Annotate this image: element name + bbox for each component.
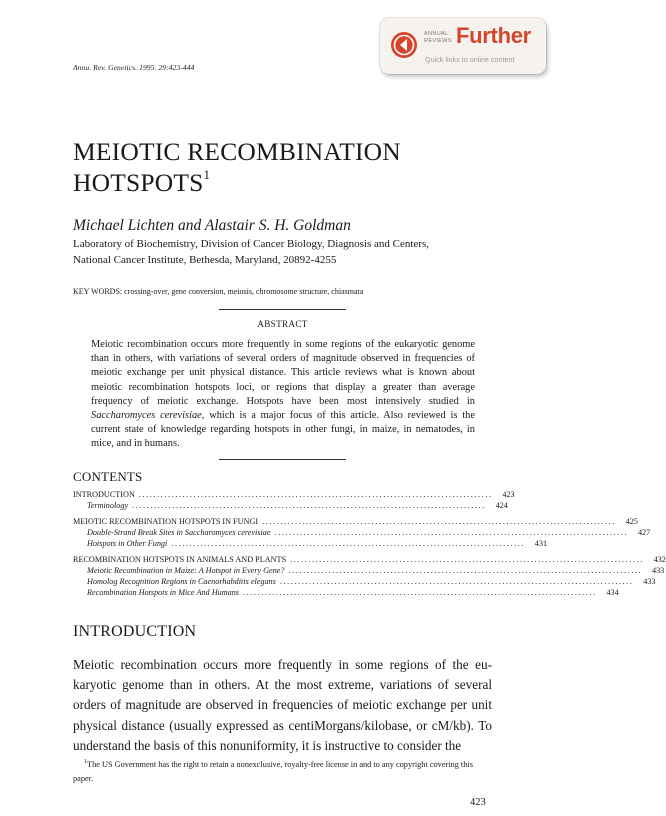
abstract-heading: ABSTRACT (257, 319, 308, 329)
toc-entry[interactable]: Recombination Hotspots in Mice And Humans ................................................................................................. 434 (87, 587, 619, 597)
introduction-text: Meiotic recombination occurs more frequently in some regions of the eu-karyotic genome than in others. At the most extreme, variations of several orders of magnitude are observed in frequencies of meiotic exchange per unit physical distance (usually expressed as centiMorgans/kilobase, or cM/kb). To understand the basis of this nonuniformity, it is instructive to consider the (73, 657, 492, 753)
title-footnote-mark: 1 (203, 167, 211, 182)
table-of-contents (73, 490, 666, 598)
affiliation: Laboratory of Biochemistry, Division of Cancer Biology, Diagnosis and Centers, National Cancer Institute, Bethesda, Maryland, 20892-4255 (73, 238, 430, 266)
keywords: KEY WORDS: crossing-over, gene conversion, meiosis, chromosome structure, chiasmata (73, 287, 364, 296)
contents-heading: CONTENTS (73, 469, 143, 484)
toc-entry[interactable]: Hotspots in Other Fungi ................................................................................................. 431 (87, 538, 548, 548)
toc-entry[interactable]: Meiotic Recombination in Maize: A Hotspot in Every Gene? ................................................................................................. 433 (87, 566, 665, 576)
toc-entry[interactable]: Terminology ................................................................................................. 424 (87, 500, 508, 510)
toc-entry[interactable]: INTRODUCTION ................................................................................................. 423 (73, 490, 515, 499)
further-brand: Further (456, 23, 531, 48)
annual-reviews-logo-text: ANNUAL REVIEWS (424, 31, 452, 44)
introduction-heading: INTRODUCTION (73, 623, 197, 640)
toc-entry[interactable]: RECOMBINATION HOTSPOTS IN ANIMALS AND PLANTS ................................................................................................. 432 (73, 555, 666, 565)
toc-entry[interactable]: MEIOTIC RECOMBINATION HOTSPOTS IN FUNGI ................................................................................................. 425 (73, 517, 638, 527)
species-name: Saccharomyces cerevisiae, (91, 410, 205, 422)
further-badge[interactable] (380, 18, 546, 74)
abstract-rule-top (219, 309, 346, 310)
arrow-circle-icon (390, 31, 418, 59)
toc-entry[interactable]: Homolog Recognition Regions in Caenorhabditis elegans ................................................................................................. 433 (87, 576, 656, 586)
footnote: $^1$The US Government has the right to retain a nonexclusive, royalty-free license in and to any copyright covering this paper. (73, 759, 473, 783)
abstract-rule-bottom (219, 459, 346, 460)
page-number: 423 (470, 797, 486, 808)
journal-citation: Annu. Rev. Genetics. 1995. 29:423-444 (73, 63, 195, 72)
further-subtitle: Quick links to online content (425, 55, 515, 64)
abstract-text: Meiotic recombination occurs more frequently in some regions of the eukaryotic genome than in others, with variations of several orders of magnitude observed in frequencies of meiotic exchange per unit physical distance. This article reviews what is known about meiotic recombination hotspots loci, or regions that display a greater than average frequency of meiotic exchange. Hotspots have been most intensively studied in Saccharomyces cerevisiae, which is a major focus of this article. Also reviewed is the current state of knowledge regarding hotspots in other fungi, in maize, in nematodes, in mice, and in humans. (91, 339, 475, 450)
toc-entry[interactable]: Double-Strand Break Sites in Saccharomyces cerevisiae ................................................................................................. 427 (87, 528, 651, 538)
article-title: MEIOTIC RECOMBINATION HOTSPOTS$^1$ (73, 137, 401, 197)
authors: Michael Lichten and Alastair S. H. Goldman (73, 217, 351, 234)
footnote-mark: 1 (84, 759, 87, 765)
